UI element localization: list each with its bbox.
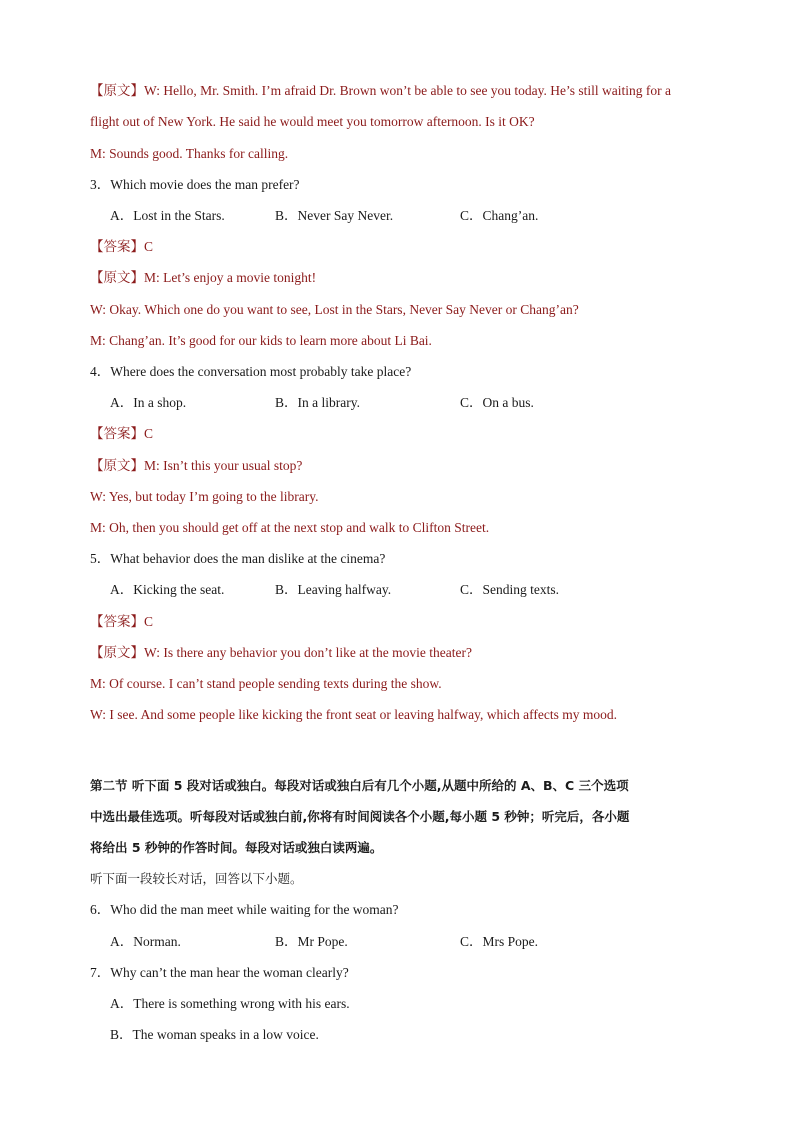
q5-option-c: C．Sending texts.: [460, 582, 560, 597]
section2-instructions-line-3: 将给出 5 秒钟的作答时间。每段对话或独白读两遍。: [90, 840, 383, 855]
q6-option-a: A．Norman.: [110, 934, 181, 949]
q4-answer: 【答案】C: [90, 426, 154, 441]
q3-option-c: C．Chang’an.: [460, 208, 539, 223]
q4-option-a: A．In a shop.: [110, 395, 187, 410]
q7-option-b: B．The woman speaks in a low voice.: [110, 1027, 319, 1042]
q4-question: 4．Where does the conversation most probably take place?: [90, 364, 412, 379]
q2-transcript-line-3: M: Sounds good. Thanks for calling.: [90, 146, 289, 161]
q3-question: 3．Which movie does the man prefer?: [90, 177, 300, 192]
q5-transcript-line-1: 【原文】W: Is there any behavior you don’t like at the movie theater?: [90, 645, 473, 660]
q3-transcript-line-1: 【原文】M: Let’s enjoy a movie tonight!: [90, 270, 317, 285]
q5-option-b: B．Leaving halfway.: [275, 582, 392, 597]
q6-option-c: C．Mrs Pope.: [460, 934, 539, 949]
q6-question: 6．Who did the man meet while waiting for the woman?: [90, 902, 399, 917]
q3-option-b: B．Never Say Never.: [275, 208, 394, 223]
q2-transcript-line-1: 【原文】W: Hello, Mr. Smith. I’m afraid Dr. Brown won’t be able to see you today. He’s still waiting for a: [90, 83, 672, 98]
q5-transcript-line-3: W: I see. And some people like kicking the front seat or leaving halfway, which affects my mood.: [90, 707, 617, 722]
q3-option-a: A．Lost in the Stars.: [110, 208, 225, 223]
section2-instructions-line-2: 中选出最佳选项。听每段对话或独白前,你将有时间阅读各个小题,每小题 5 秒钟；听完后，各小题: [90, 809, 630, 824]
q5-question: 5．What behavior does the man dislike at the cinema?: [90, 551, 386, 566]
q4-option-c: C．On a bus.: [460, 395, 534, 410]
q4-transcript-line-1: 【原文】M: Isn’t this your usual stop?: [90, 458, 303, 473]
q4-transcript-line-2: W: Yes, but today I’m going to the library.: [90, 489, 319, 504]
q3-transcript-line-2: W: Okay. Which one do you want to see, Lost in the Stars, Never Say Never or Chang’an?: [90, 302, 579, 317]
q6-option-b: B．Mr Pope.: [275, 934, 348, 949]
q4-option-b: B．In a library.: [275, 395, 360, 410]
q2-transcript-line-2: flight out of New York. He said he would meet you tomorrow afternoon. Is it OK?: [90, 114, 535, 129]
section2-instructions-line-1: 第二节 听下面 5 段对话或独白。每段对话或独白后有几个小题,从题中所给的 A、B、C 三个选项: [90, 778, 629, 793]
q7-question: 7．Why can’t the man hear the woman clearly?: [90, 965, 349, 980]
q5-transcript-line-2: M: Of course. I can’t stand people sending texts during the show.: [90, 676, 442, 691]
q5-option-a: A．Kicking the seat.: [110, 582, 225, 597]
q5-answer: 【答案】C: [90, 614, 154, 629]
q4-transcript-line-3: M: Oh, then you should get off at the next stop and walk to Clifton Street.: [90, 520, 490, 535]
q3-answer: 【答案】C: [90, 239, 154, 254]
section2-intro: 听下面一段较长对话，回答以下小题。: [90, 871, 303, 886]
q7-option-a: A．There is something wrong with his ears.: [110, 996, 350, 1011]
q3-transcript-line-3: M: Chang’an. It’s good for our kids to learn more about Li Bai.: [90, 333, 432, 348]
